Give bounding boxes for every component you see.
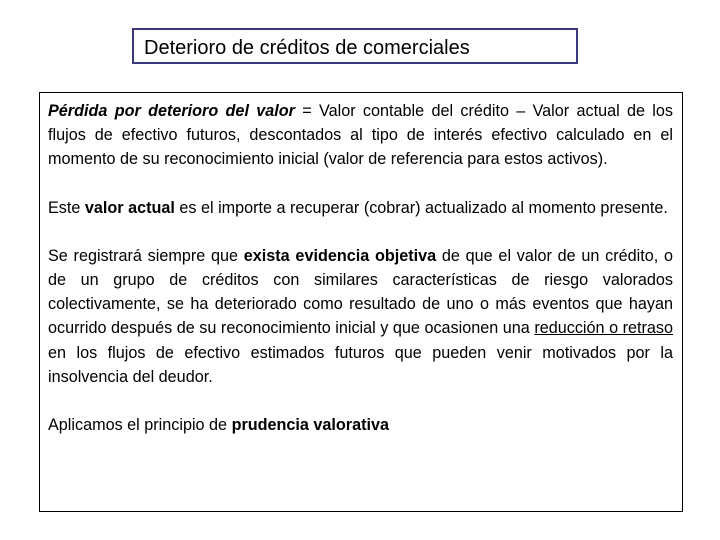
valor-actual-text: es el importe a recuperar (cobrar) actualizado al momento presente. xyxy=(174,198,668,217)
term-valor-actual: valor actual xyxy=(84,198,175,217)
term-perdida: Pérdida por deterioro del valor xyxy=(48,102,295,120)
slide-title xyxy=(132,28,578,64)
underlined-reduccion: reducción o retraso xyxy=(534,319,673,338)
slide-title-text: Deterioro de créditos de comerciales xyxy=(144,37,470,59)
definition-text: = Valor contable del crédito – Valor actual de los flujos de efectivo futuros, descontados al tipo de interés efectivo calculado en el momento de su reconocimiento inicial (valor de referencia para estos activos). xyxy=(48,102,673,169)
paragraph-registro xyxy=(48,244,673,389)
registro-rest: en los flujos de efectivo estimados futuros que pueden venir motivados por la insolvencia del deudor. xyxy=(48,343,673,386)
term-prudencia: prudencia valorativa xyxy=(231,416,390,435)
registro-pre: Se registrará siempre que xyxy=(48,246,244,265)
principio-pre: Aplicamos el principio de xyxy=(48,416,232,435)
valor-actual-pre: Este xyxy=(48,198,85,217)
paragraph-definition xyxy=(48,99,673,172)
registro-mid: de que el valor de un crédito, o de un grupo de créditos con similares características de riesgo valorados colectivamente, se ha deteriorado como resultado de uno o más eventos que hayan ocurrido después de su reconocimiento inicial y que ocasionen una xyxy=(48,246,673,338)
paragraph-valor-actual xyxy=(48,196,673,220)
content-box xyxy=(39,92,683,512)
paragraph-principio xyxy=(48,413,673,437)
term-evidencia: exista evidencia objetiva xyxy=(243,246,437,265)
